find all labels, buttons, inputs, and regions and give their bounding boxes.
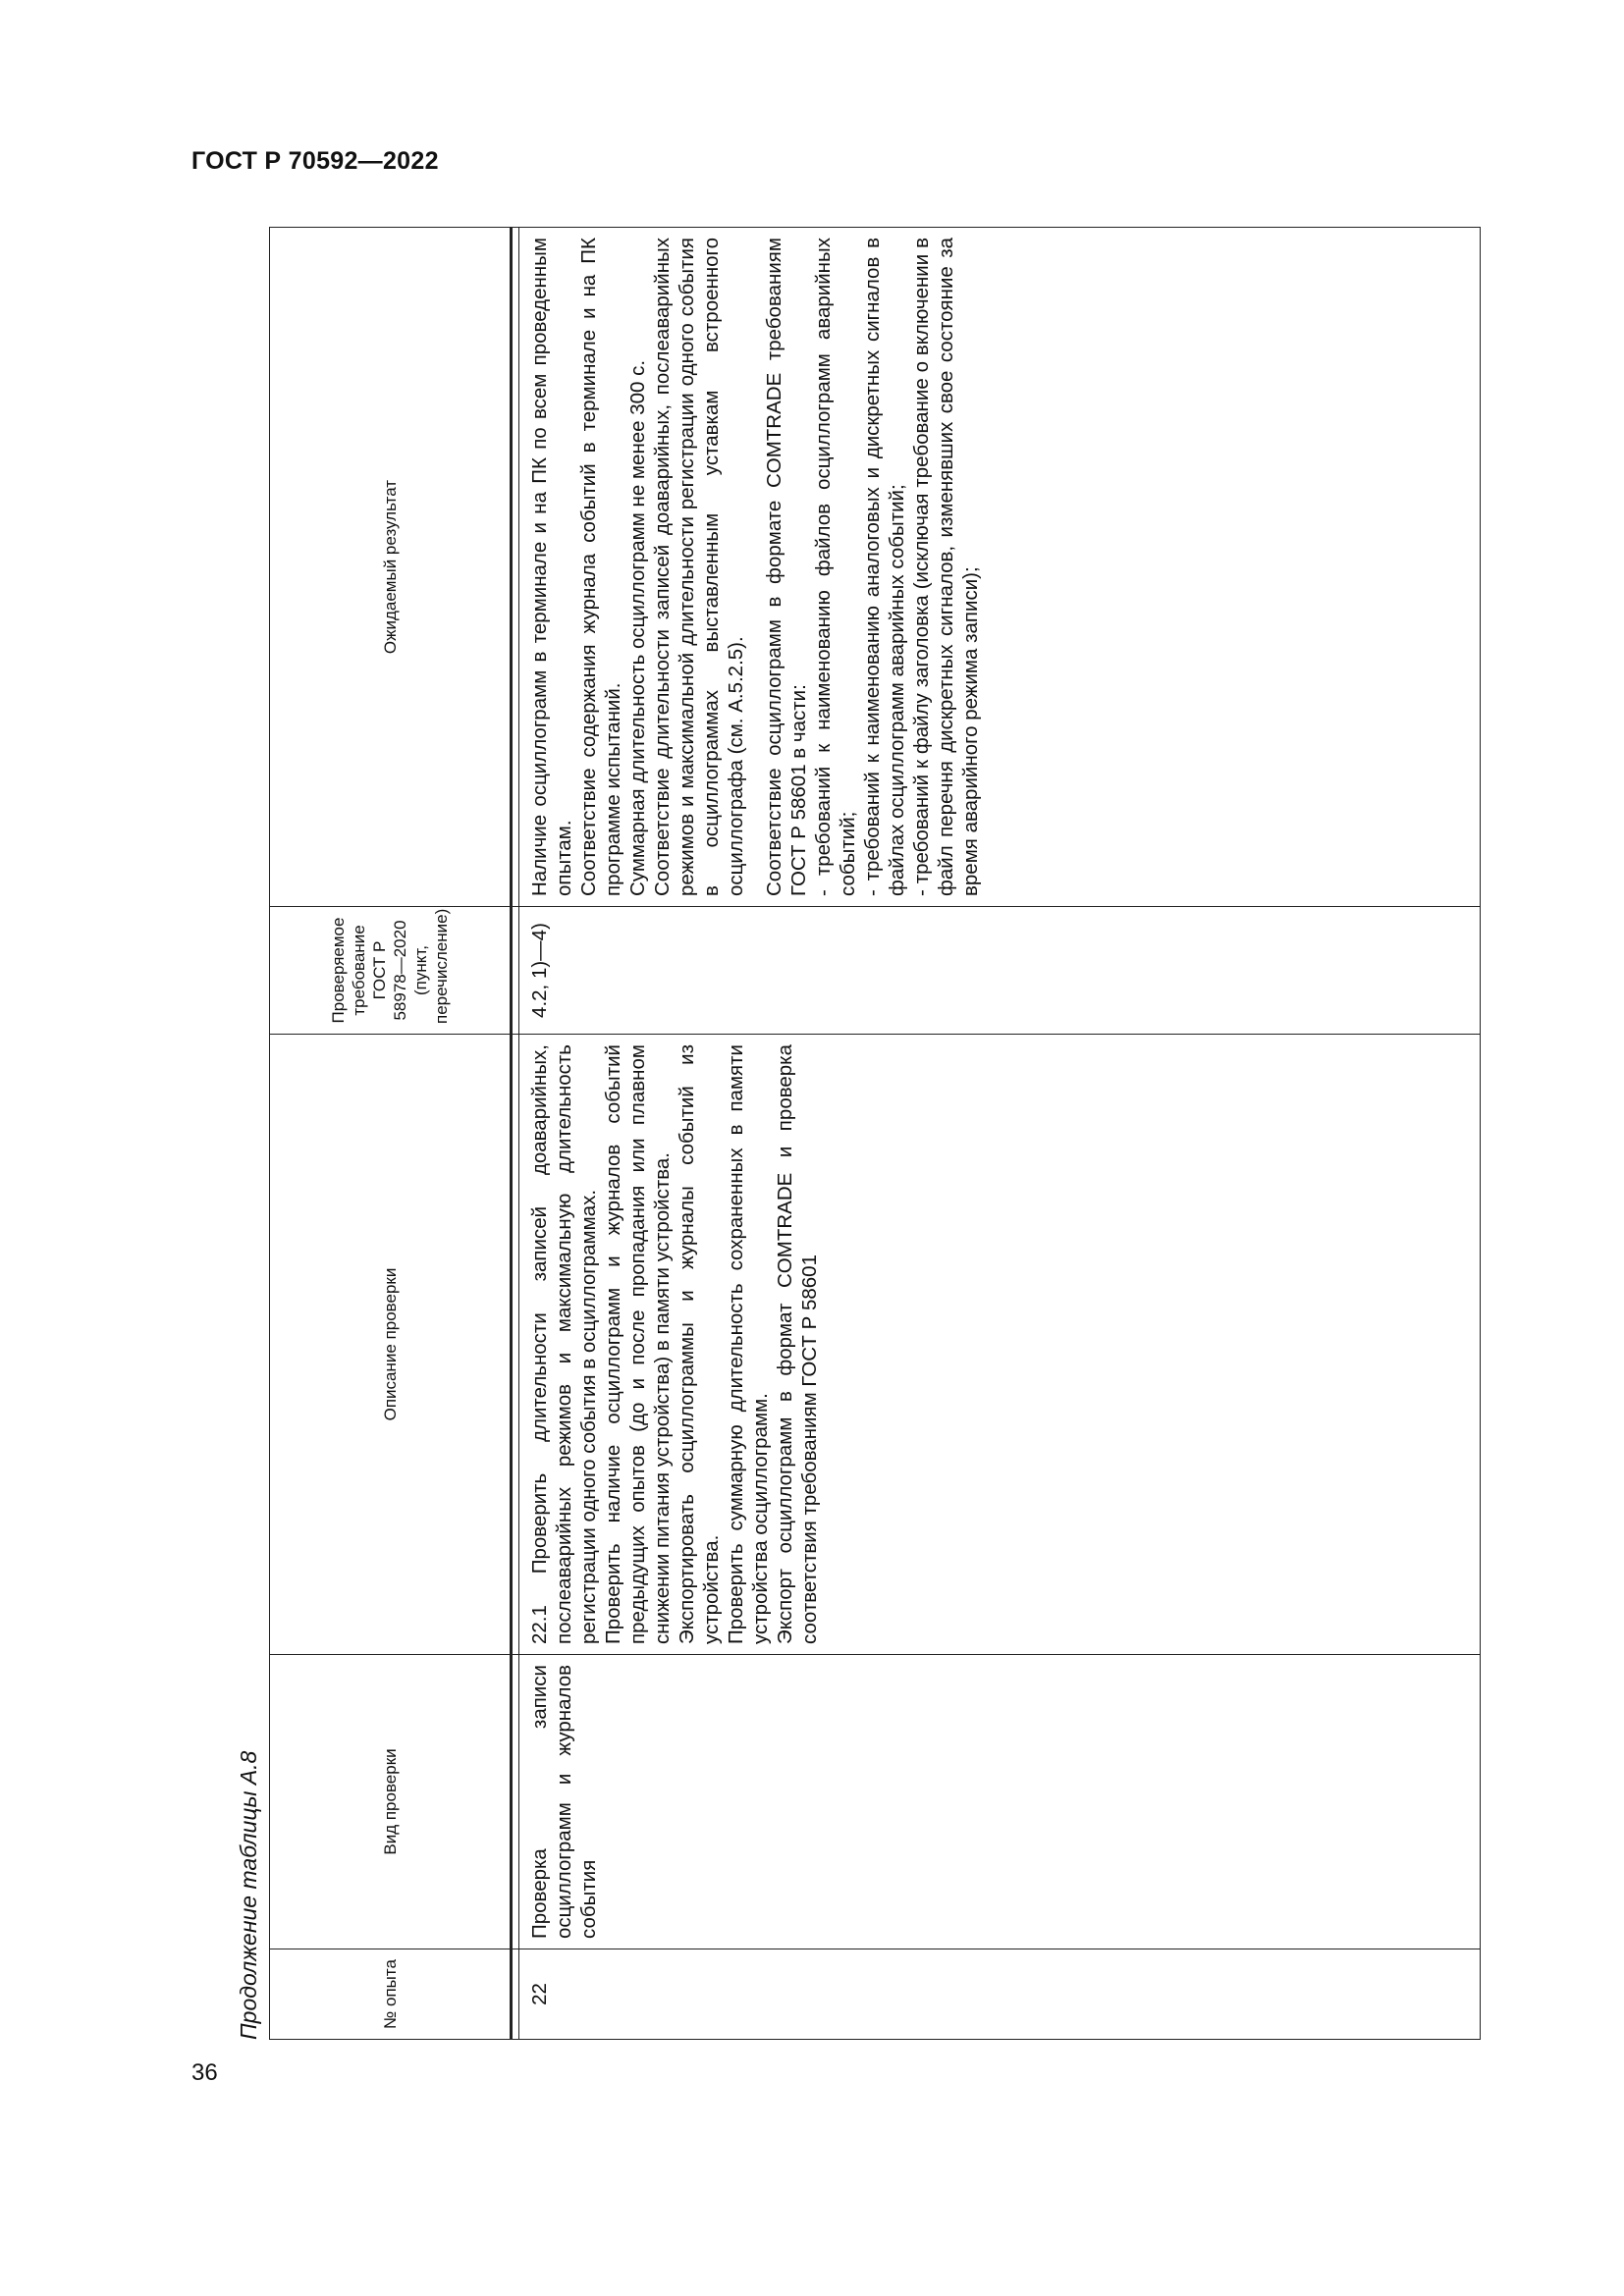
result-line-6: - требований к наименованию файлов осциллограмм аварийных событий; (812, 238, 859, 896)
column-header-type: Вид проверки (270, 1655, 512, 1949)
table-row (519, 228, 1481, 2040)
column-header-num: № опыта (270, 1949, 512, 2040)
column-header-result: Ожидаемый результат (270, 228, 512, 907)
result-line-7: - требований к наименованию аналоговых и дискретных сигналов в файлах осциллограмм аварийных событий; (861, 238, 908, 896)
document-title: ГОСТ Р 70592—2022 (191, 147, 439, 175)
inspection-description (519, 1035, 1481, 1655)
inspection-type (519, 1655, 1481, 1949)
row-number: 22 (519, 1949, 1481, 2040)
description-line-5: Экспорт осциллограмм в формат COMTRADE и проверка соответствия требованиям ГОСТ Р 58601 (774, 1044, 821, 1644)
result-line-8: - требований к файлу заголовка (исключая требование о включении в файл перечня дискретных сигналов, изменявших свое состояние за время аварийного режима записи); (910, 238, 982, 896)
requirement-reference: 4.2, 1)—4) (519, 907, 1481, 1035)
description-line-2: Проверить наличие осциллограмм и журналов событий предыдущих опытов (до и после пропадания или плавном снижении питания устройства) в памяти устройства. (602, 1044, 674, 1644)
result-line-3: Суммарная длительность осциллограмм не менее 300 с. (626, 359, 649, 896)
header-separator (512, 228, 519, 2040)
expected-result (519, 228, 1481, 907)
result-line-2: Соответствие содержания журнала событий в терминале и на ПК программе испытаний. (577, 238, 624, 896)
rotated-table-area (228, 228, 1481, 2040)
inspection-table (269, 227, 1481, 2040)
result-line-1: Наличие осциллограмм в терминале и на ПК по всем проведенным опытам. (528, 238, 575, 896)
column-header-description: Описание проверки (270, 1035, 512, 1655)
description-line-3: Экспортировать осциллограммы и журналы событий из устройства. (676, 1044, 723, 1644)
description-line-1: 22.1 Проверить длительности записей доаварийных, послеаварийных режимов и максимальную длительность регистрации одного события в осциллограммах. (528, 1044, 600, 1644)
inspection-type-text: Проверка записи осциллограмм и журналов события (528, 1665, 600, 1939)
table-header-row (270, 228, 512, 2040)
description-line-4: Проверить суммарную длительность сохраненных в памяти устройства осциллограмм. (725, 1044, 772, 1644)
result-line-4: Соответствие длительности записей доаварийных, послеаварийных режимов и максимальной длительности регистрации одного события в осциллограммах выставленным уставкам встроенного осциллографа (см. А.5.2.5). (651, 238, 747, 896)
table-caption: Продолжение таблицы А.8 (236, 1750, 261, 2040)
result-line-5: Соответствие осциллограмм в формате COMTRADE требованиям ГОСТ Р 58601 в части: (763, 238, 810, 896)
column-header-requirement: Проверяемое требование ГОСТ Р 58978—2020 (пункт, перечисление) (270, 907, 512, 1035)
page-number: 36 (191, 2059, 218, 2086)
